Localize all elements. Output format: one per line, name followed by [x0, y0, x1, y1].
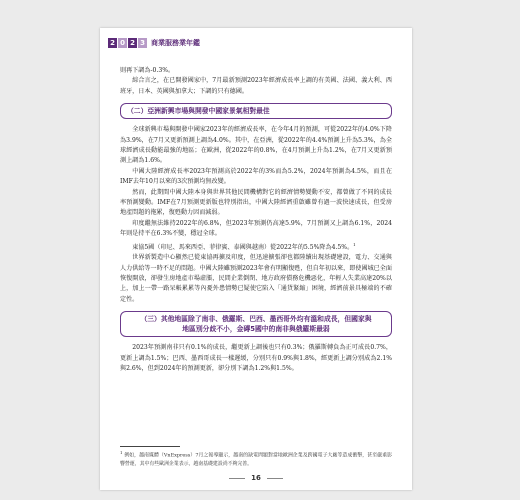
paragraph: 然而，此期間中國大陸本身與世界其他民間機構對它的經濟情勢變動不安，都曾做了不同的成長率預測變動。IMF在7月預測更新版也特別指出，中國大陸經濟重啟雖曾有過一波快速成長，但受房地產問題的拖累，復甦動力因而減弱。: [120, 188, 392, 217]
footnote: [120, 449, 392, 468]
document-page: [100, 28, 412, 490]
body-text: [120, 66, 392, 374]
section-heading-line: 地區別分歧不小，金磚5國中的南非與俄羅斯最弱: [182, 325, 330, 334]
running-header: [108, 37, 200, 49]
header-title: 商業服務業年鑑: [151, 39, 200, 47]
year-digit: 3: [138, 38, 147, 48]
page-number: 16: [251, 474, 261, 482]
paragraph-text: 東協5國（印尼、馬來西亞、菲律賓、泰國與越南）從2022年的5.5%降為4.5%。: [132, 243, 354, 251]
footer-rule-left: [229, 478, 245, 479]
section-heading: [120, 311, 392, 337]
paragraph: 綜合言之，在已開發國家中，7月最新預測2023年經濟成長率上調的有美國、法國、義大利、西班牙，日本、英國與加拿大；下調的只有德國。: [120, 77, 392, 95]
paragraph: 世界新製造中心顯然已從東協再擴及印度，但迅速擴張卻也都陸續出現基礎建設，電力、交通與人力供給等一時不足的問題。中國大陸雖預測2023年會有明顯復甦，但自年初以來，即使國城已全面恢復開放，卻發生房地產市場虛脹，民間企業倒閉、地方政府債務危機惡化，年輕人失業高達20%以上，加上一帶一路呆帳累累等內憂外患情勢已疑使它陷入「通貨緊縮」困境，經濟前景具極端的不確定性。: [120, 254, 392, 303]
footnote-text: 例如，越南媒體（VnExpress）7月之報導顯示，越南的缺電問題對當地歐洲企業及跨國電子大廠等造成衝擊，甚至嚴重影響營運，其中有些歐洲企業表示，越南基礎建設尚不夠完善。: [120, 452, 392, 467]
footer-rule-right: [267, 478, 283, 479]
paragraph: 全球新興市場與開發中國家2023年的經濟成長率，在今年4月的預測，可從2022年的4.0%下降為3.9%，在7月又更新預測上調為4.0%。其中，在亞洲，從2022年的4.4%預測上升為5.3%，為全球經濟成長動能最強的地區；在歐洲，從2022年的0.8%，在4月預測上升為1.2%，在7月又更新預測上調為1.6%。: [120, 126, 392, 165]
paragraph: 2023年預測南非只有0.1%的成長，繼更新上調後也只有0.3%；俄羅斯轉負為正可成長0.7%，更新上調為1.5%；巴西、墨西哥成長一樣遲緩，分別只有0.9%與1.8%，經更新上調分別成為2.1%與2.6%，但到2024年的預測更新，卻分別下調為1.2%與1.5%。: [120, 344, 392, 372]
year-digit: 2: [108, 38, 117, 48]
paragraph: 中國大陸經濟成長率2023年預測高於2022年的3%而為5.2%，2024年預測為4.5%，而且在IMF去年10月以來的3次預測均無改變。: [120, 167, 392, 186]
footnote-divider: [120, 446, 180, 447]
footnote-mark: 1: [120, 450, 123, 455]
paragraph: 則再下調為-0.3%。: [120, 67, 175, 74]
year-badge: [108, 38, 147, 48]
footnote-reference[interactable]: 1: [353, 241, 356, 247]
page-footer: [100, 474, 412, 482]
year-digit: 2: [128, 38, 137, 48]
section-heading: （二）亞洲新興市場與開發中國家景氣相對最佳: [120, 103, 392, 119]
section-heading-line: （三）其他地區除了南非、俄羅斯、巴西、墨西哥外均有溫和成長，但國家與: [140, 315, 372, 324]
year-digit: 0: [118, 38, 127, 48]
paragraph: 印度繼無法維持2022年的6.8%，但2023年預測仍高達5.9%，7月預測又上調為6.1%，2024年則是持平在6.3%不變，穩冠全球。: [120, 219, 392, 238]
paragraph: [120, 240, 392, 253]
